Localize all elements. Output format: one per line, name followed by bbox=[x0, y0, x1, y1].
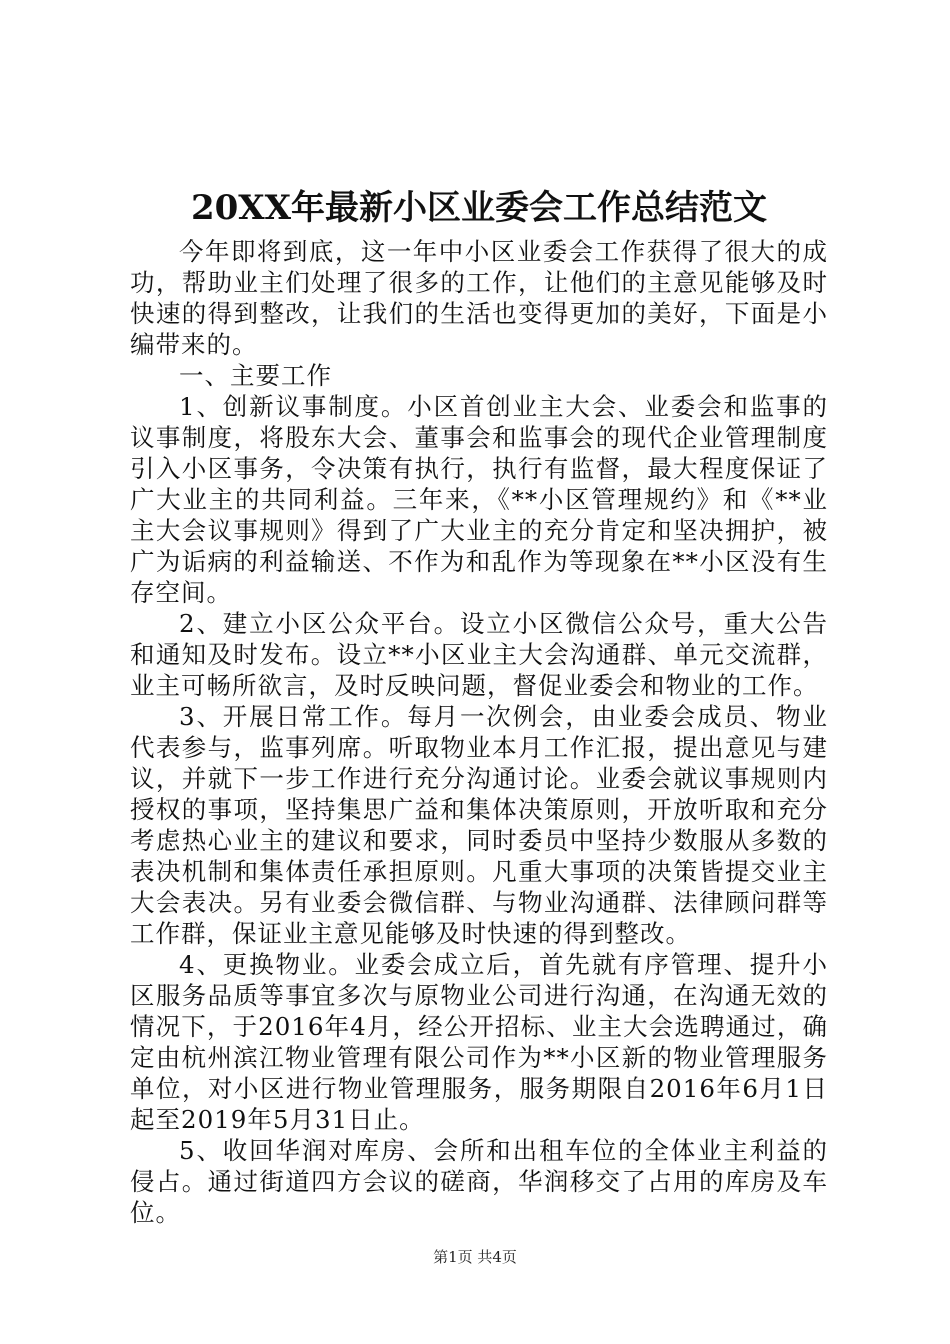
body-paragraph: 1、创新议事制度。小区首创业主大会、业委会和监事的议事制度，将股东大会、董事会和监事会的现代企业管理制度引入小区事务，令决策有执行，执行有监督，最大程度保证了广大业主的共同利益。三年来，《**小区管理规约》和《**业主大会议事规则》得到了广大业主的充分肯定和坚决拥护，被广为诟病的利益输送、不作为和乱作为等现象在**小区没有生存空间。 bbox=[130, 392, 828, 607]
body-paragraph: 5、收回华润对库房、会所和出租车位的全体业主利益的侵占。通过街道四方会议的磋商，华润移交了占用的库房及车位。 bbox=[130, 1136, 828, 1227]
body-paragraph: 3、开展日常工作。每月一次例会，由业委会成员、物业代表参与，监事列席。听取物业本月工作汇报，提出意见与建议，并就下一步工作进行充分沟通讨论。业委会就议事规则内授权的事项，坚持集思广益和集体决策原则，开放听取和充分考虑热心业主的建议和要求，同时委员中坚持少数服从多数的表决机制和集体责任承担原则。凡重大事项的决策皆提交业主大会表决。另有业委会微信群、与物业沟通群、法律顾问群等工作群，保证业主意见能够及时快速的得到整改。 bbox=[130, 702, 828, 948]
section-heading: 一、主要工作 bbox=[179, 361, 332, 390]
body-paragraph: 4、更换物业。业委会成立后，首先就有序管理、提升小区服务品质等事宜多次与原物业公司进行沟通，在沟通无效的情况下，于2016年4月，经公开招标、业主大会选聘通过，确定由杭州滨江物业管理有限公司作为**小区新的物业管理服务单位，对小区进行物业管理服务，服务期限自2016年6月1日起至2019年5月31日止。 bbox=[130, 950, 828, 1134]
intro-paragraph: 今年即将到底，这一年中小区业委会工作获得了很大的成功，帮助业主们处理了很多的工作，让他们的主意见能够及时快速的得到整改，让我们的生活也变得更加的美好，下面是小编带来的。 bbox=[130, 237, 828, 359]
page-number-footer: 第1页 共4页 bbox=[433, 1248, 517, 1266]
document-title: 20XX年最新小区业委会工作总结范文 bbox=[190, 188, 768, 228]
document-body bbox=[130, 236, 828, 1228]
body-paragraph: 2、建立小区公众平台。设立小区微信公众号，重大公告和通知及时发布。设立**小区业主大会沟通群、单元交流群，业主可畅所欲言，及时反映问题，督促业委会和物业的工作。 bbox=[130, 609, 828, 700]
